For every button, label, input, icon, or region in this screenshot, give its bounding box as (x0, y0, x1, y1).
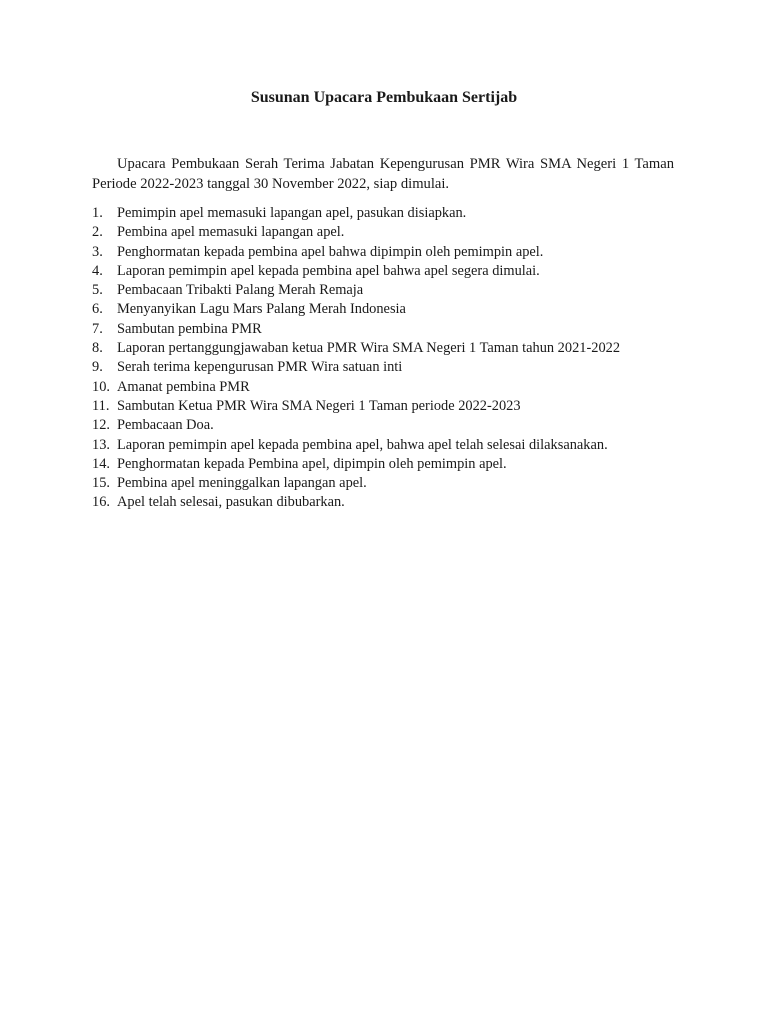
list-item (92, 493, 692, 512)
list-item-number: 2. (92, 224, 103, 241)
list-item-text: Laporan pemimpin apel kepada pembina apel, bahwa apel telah selesai dilaksanakan. (117, 436, 608, 453)
list-item (92, 262, 692, 281)
list-item-number: 4. (92, 262, 103, 279)
list-item (92, 436, 692, 455)
list-item-text: Laporan pertanggungjawaban ketua PMR Wira SMA Negeri 1 Taman tahun 2021-2022 (117, 340, 621, 357)
document-title: Susunan Upacara Pembukaan Sertijab (250, 89, 518, 106)
intro-paragraph: Upacara Pembukaan Serah Terima Jabatan Kepengurusan PMR Wira SMA Negeri 1 Taman Periode 2022-2023 tanggal 30 November 2022, siap dimulai. (92, 156, 674, 192)
list-item (92, 455, 692, 474)
list-item-number: 7. (92, 320, 103, 337)
list-item-text: Serah terima kepengurusan PMR Wira satuan inti (117, 359, 403, 376)
list-item-number: 15. (92, 475, 110, 492)
list-item-text: Laporan pemimpin apel kepada pembina apel bahwa apel segera dimulai. (117, 262, 540, 279)
list-item-text: Amanat pembina PMR (117, 378, 250, 395)
list-item (92, 416, 692, 435)
list-item-number: 11. (92, 397, 110, 414)
list-item-number: 5. (92, 282, 103, 299)
list-item (92, 300, 692, 319)
list-item-number: 12. (92, 417, 110, 434)
list-item (92, 281, 692, 300)
list-item (92, 243, 692, 262)
list-item (92, 339, 692, 358)
list-item-text: Pembacaan Doa. (117, 417, 214, 434)
list-item (92, 378, 692, 397)
list-item-number: 13. (92, 436, 110, 453)
list-item-number: 1. (92, 205, 103, 221)
list-item-text: Menyanyikan Lagu Mars Palang Merah Indonesia (117, 301, 406, 318)
list-item-text: Pembina apel meninggalkan lapangan apel. (117, 475, 367, 492)
list-item-text: Pembina apel memasuki lapangan apel. (117, 224, 345, 241)
list-item-number: 9. (92, 359, 103, 376)
list-item-number: 10. (92, 378, 110, 395)
list-item-number: 3. (92, 243, 103, 260)
list-item-number: 14. (92, 455, 110, 472)
list-item-text: Penghormatan kepada pembina apel bahwa dipimpin oleh pemimpin apel. (117, 243, 544, 260)
list-item-text: Pemimpin apel memasuki lapangan apel, pasukan disiapkan. (117, 205, 467, 221)
list-item (92, 474, 692, 493)
list-item-text: Penghormatan kepada Pembina apel, dipimpin oleh pemimpin apel. (117, 455, 507, 472)
ceremony-order-list (92, 204, 692, 513)
list-item-number: 16. (92, 494, 110, 511)
list-item-text: Sambutan Ketua PMR Wira SMA Negeri 1 Taman periode 2022-2023 (117, 397, 521, 414)
list-item (92, 397, 692, 416)
list-item (92, 204, 692, 223)
list-item-text: Sambutan pembina PMR (117, 320, 262, 337)
list-item (92, 223, 692, 242)
list-item-number: 8. (92, 340, 103, 357)
list-item (92, 320, 692, 339)
list-item (92, 358, 692, 377)
list-item-number: 6. (92, 301, 103, 318)
list-item-text: Apel telah selesai, pasukan dibubarkan. (117, 494, 345, 511)
list-item-text: Pembacaan Tribakti Palang Merah Remaja (117, 282, 364, 299)
